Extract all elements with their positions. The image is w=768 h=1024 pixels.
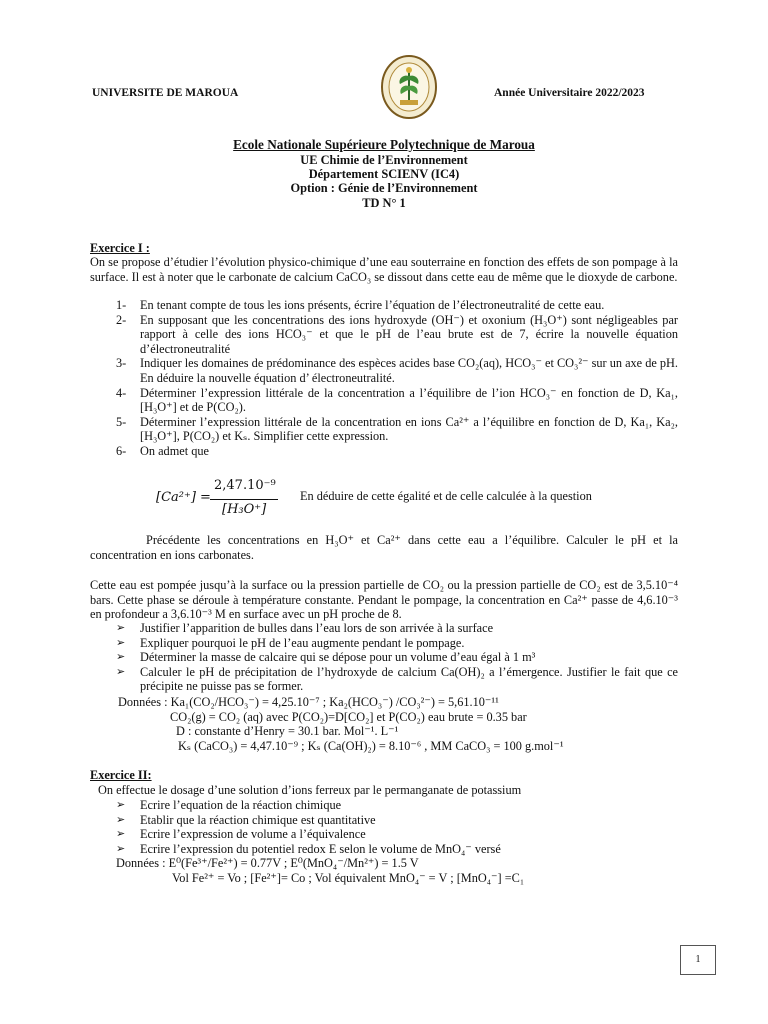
list-item: 6- On admet que [116, 443, 209, 458]
exercise-1-bullets [116, 621, 678, 694]
arrow-bullet-icon: ➢ [116, 665, 126, 678]
arrow-bullet-icon: ➢ [116, 636, 126, 649]
exercise-1-questions [116, 298, 678, 459]
list-item: ➢ Ecrire l’expression du potentiel redox E selon le volume de MnO₄⁻ versé [116, 841, 501, 856]
academic-year: Année Universitaire 2022/2023 [494, 87, 645, 99]
data-line-3: D : constante d’Henry = 30.1 bar. Mol⁻¹. L⁻¹ [176, 724, 399, 738]
ue-title: UE Chimie de l’Environnement [300, 153, 468, 167]
list-item: ➢ Justifier l’apparition de bulles dans l’eau lors de son arrivée à la surface [116, 621, 494, 635]
list-item: ➢ Déterminer la masse de calcaire qui se dépose pour un volume d’eau égal à 1 m³ [116, 650, 536, 665]
exercise-1-intro: On se propose d’étudier l’évolution physico-chimique d’une eau souterraine en fonction des effets de son pompage à la surface. Il est à noter que le carbonate de calcium CaCO₃ se dissout dans cette eau de même que le dioxyde de carbone. [90, 255, 678, 284]
school-title: Ecole Nationale Supérieure Polytechnique de Maroua [233, 137, 535, 152]
calcium-equation [156, 477, 296, 527]
data-line-1: Données : Ka₁(CO₂/HCO₃⁻) = 4,25.10⁻⁷ ; Ka₂(HCO₃⁻) /CO₃²⁻) = 5,61.10⁻¹¹ [118, 695, 499, 709]
arrow-bullet-icon: ➢ [116, 622, 126, 634]
page-number: 1 [680, 945, 716, 975]
option-title: Option : Génie de l’Environnement [290, 181, 478, 195]
td-title: TD N° 1 [362, 196, 406, 210]
equation-text: En déduire de cette égalité et de celle calculée à la question [300, 489, 592, 503]
university-logo [380, 54, 438, 120]
equation-denominator: [H₃O⁺] [222, 502, 267, 517]
university-name: UNIVERSITE DE MAROUA [92, 87, 239, 99]
fraction-bar [210, 499, 278, 500]
list-item: 5- Déterminer l’expression littérale de la concentration en ions Ca²⁺ a l’équilibre en fonction de D, Ka₁, Ka₂, [H₃O⁺], P(CO₂) et Kₛ. Simplifier cette expression. [116, 414, 678, 444]
equation-lhs: [Ca²⁺] = [156, 490, 211, 505]
list-item: ➢ Ecrire l’expression de volume a l’équivalence [116, 827, 366, 842]
arrow-bullet-icon: ➢ [116, 842, 126, 855]
pumping-text: Cette eau est pompée jusqu’à la surface ou la pression partielle de CO₂ ou la pression partielle de CO₂ est de 3,5.10⁻⁴ bars. Cette phase se déroule à température constante. Pendant le pompage, la concentration en Ca²⁺ passe de 4,6.10⁻³ en profondeur a 3,6.10⁻³ M en surface avec un pH proche de 8. [90, 578, 678, 622]
list-item: ➢ Ecrire l’equation de la réaction chimique [116, 798, 342, 812]
ex2-data-line-2: Vol Fe²⁺ = Vo ; [Fe²⁺]= Co ; Vol équivalent MnO₄⁻ = V ; [MnO₄⁻] =C₁ [172, 871, 525, 885]
data-line-2: CO₂(g) = CO₂ (aq) avec P(CO₂)=D[CO₂] et P(CO₂) eau brute = 0.35 bar [170, 710, 527, 724]
list-item: ➢ Calculer le pH de précipitation de l’hydroxyde de calcium Ca(OH)₂ a l’émergence. Justifier le fait que ce précipite ne puisse pas se former. [116, 664, 678, 694]
data-line-4: Kₛ (CaCO₃) = 4,47.10⁻⁹ ; Kₛ (Ca(OH)₂) = 8.10⁻⁶ , MM CaCO₃ = 100 g.mol⁻¹ [178, 739, 564, 753]
department-title: Département SCIENV (IC4) [308, 167, 460, 181]
equation-numerator: 2,47.10⁻⁹ [214, 478, 276, 493]
ex2-data-line-1: Données : E⁰(Fe³⁺/Fe²⁺) = 0.77V ; E⁰(MnO₄⁻/Mn²⁺) = 1.5 V [116, 856, 419, 870]
arrow-bullet-icon: ➢ [116, 651, 126, 664]
list-item: ➢ Expliquer pourquoi le pH de l’eau augmente pendant le pompage. [116, 635, 465, 650]
exercise-2-intro: On effectue le dosage d’une solution d’ions ferreux par le permanganate de potassium [98, 783, 522, 797]
list-item: 2- En supposant que les concentrations des ions hydroxyde (OH⁻) et oxonium (H₃O⁺) sont négligeables par rapport à celle des ions HCO₃⁻ et que le pH de l’eau brute est de 7, écrire la nouvelle équation d’électroneutralité [116, 312, 678, 356]
list-item: 4- Déterminer l’expression littérale de la concentration a l’équilibre de l’ion HCO₃⁻ en fonction de D, Ka₁, [H₃O⁺] et de P(CO₂). [116, 385, 678, 415]
exercise-2-bullets [116, 798, 678, 856]
arrow-bullet-icon: ➢ [116, 813, 126, 826]
exercise-1-title: Exercice I : [90, 241, 150, 255]
list-item: 1- En tenant compte de tous les ions présents, écrire l’équation de l’électroneutralité de cette eau. [116, 298, 605, 312]
exercise-1-after-equation: Précédente les concentrations en H₃O⁺ et Ca²⁺ dans cette eau a l’équilibre. Calculer le pH et la concentration en ions carbonates. [90, 533, 678, 562]
arrow-bullet-icon: ➢ [116, 799, 126, 811]
exercise-2-title: Exercice II: [90, 768, 152, 782]
arrow-bullet-icon: ➢ [116, 828, 126, 841]
list-item: 3- Indiquer les domaines de prédominance des espèces acides base CO₂(aq), HCO₃⁻ et CO₃²⁻ sur un axe de pH. En déduire la nouvelle équation d’ électroneutralité. [116, 356, 678, 385]
list-item: ➢ Etablir que la réaction chimique est quantitative [116, 812, 376, 827]
